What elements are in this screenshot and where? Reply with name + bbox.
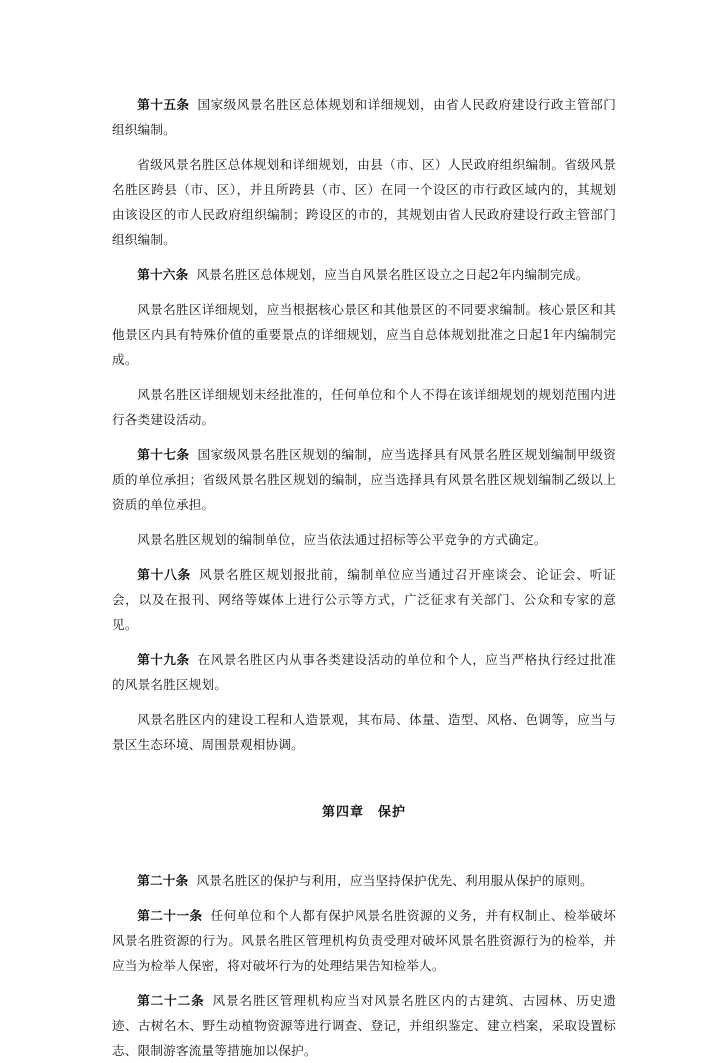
paragraph-art16-2	[112, 297, 616, 372]
chapter-heading	[112, 801, 616, 820]
paragraph-art21	[112, 903, 616, 978]
paragraph-art15	[112, 92, 616, 142]
paragraph-art17	[112, 442, 616, 517]
paragraph-text: 在风景名胜区内从事各类建设活动的单位和个人，应当严格执行经过批准的风景名胜区规划。	[112, 652, 616, 692]
paragraph-text: 风景名胜区管理机构应当对风景名胜区内的古建筑、古园林、历史遗迹、古树名木、野生动植物资源等进行调查、登记，并组织鉴定、建立档案，采取设置标志、限制游客流量等措施加以保护。	[112, 993, 617, 1058]
paragraph-text: 风景名胜区总体规划，应当自风景名胜区设立之日起2年内编制完成。	[196, 267, 589, 282]
paragraph-text: 风景名胜区的保护与利用，应当坚持保护优先、利用服从保护的原则。	[196, 873, 593, 888]
paragraph-text: 风景名胜区规划报批前，编制单位应当通过召开座谈会、论证会、听证会，以及在报刊、网络等媒体上进行公示等方式，广泛征求有关部门、公众和专家的意见。	[112, 567, 616, 632]
paragraph-art20	[112, 868, 616, 893]
paragraph-text: 国家级风景名胜区规划的编制，应当选择具有风景名胜区规划编制甲级资质的单位承担；省级风景名胜区规划的编制，应当选择具有风景名胜区规划编制乙级以上资质的单位承担。	[112, 447, 616, 512]
article-number: 第二十二条	[137, 993, 205, 1008]
article-number: 第二十一条	[137, 908, 203, 923]
paragraph-text: 风景名胜区详细规划未经批准的，任何单位和个人不得在该详细规划的规划范围内进行各类建设活动。	[112, 387, 616, 427]
article-number: 第十五条	[137, 97, 190, 112]
paragraph-text: 风景名胜区内的建设工程和人造景观，其布局、体量、造型、风格、色调等，应当与景区生态环境、周围景观相协调。	[112, 712, 616, 752]
article-number: 第二十条	[137, 873, 189, 888]
paragraph-text: 任何单位和个人都有保护风景名胜资源的义务，并有权制止、检举破坏风景名胜资源的行为。风景名胜区管理机构负责受理对破坏风景名胜资源行为的检举，并应当为检举人保密，将对破坏行为的处理结果告知检举人。	[112, 908, 617, 973]
paragraph-art18	[112, 562, 616, 637]
paragraph-text: 风景名胜区详细规划，应当根据核心景区和其他景区的不同要求编制。核心景区和其他景区内具有特殊价值的重要景点的详细规划，应当自总体规划批准之日起1年内编制完成。	[112, 302, 616, 367]
chapter-title: 保护	[378, 805, 407, 820]
paragraph-art17-2	[112, 527, 616, 552]
paragraph-art15-2	[112, 152, 616, 252]
paragraph-art22	[112, 988, 616, 1063]
paragraph-text: 风景名胜区规划的编制单位，应当依法通过招标等公平竞争的方式确定。	[137, 532, 547, 547]
chapter-number: 第四章	[321, 805, 364, 820]
article-number: 第十六条	[137, 267, 189, 282]
article-number: 第十八条	[137, 567, 192, 582]
paragraph-text: 国家级风景名胜区总体规划和详细规划，由省人民政府建设行政主管部门组织编制。	[112, 97, 616, 137]
article-number: 第十九条	[137, 652, 190, 667]
paragraph-art16	[112, 262, 616, 287]
paragraph-text: 省级风景名胜区总体规划和详细规划，由县（市、区）人民政府组织编制。省级风景名胜区跨县（市、区），并且所跨县（市、区）在同一个设区的市行政区域内的，其规划由该设区的市人民政府组织编制；跨设区的市的，其规划由省人民政府建设行政主管部门组织编制。	[112, 157, 616, 247]
paragraph-art19-2	[112, 707, 616, 757]
article-number: 第十七条	[137, 447, 190, 462]
paragraph-art16-3	[112, 382, 616, 432]
paragraph-art19	[112, 647, 616, 697]
